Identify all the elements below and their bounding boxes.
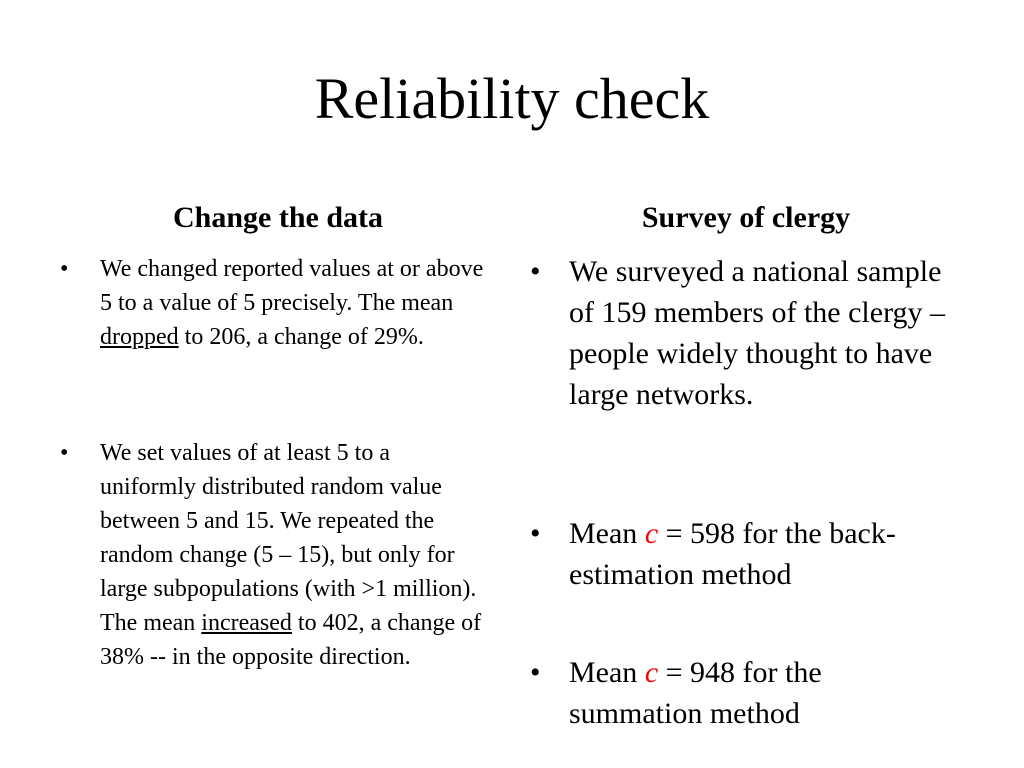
bullet-marker: • — [530, 517, 541, 550]
text-segment: to 402, a change of 38% -- in the opposite direction. — [100, 610, 482, 670]
text-segment: Mean — [569, 517, 645, 550]
underlined-word: dropped — [100, 324, 179, 350]
bullet-text — [100, 252, 490, 354]
bullet-marker: • — [530, 255, 541, 288]
right-bullet-2 — [530, 513, 950, 595]
variable-c: c — [644, 656, 659, 689]
variable-c: c — [644, 517, 659, 550]
bullet-text — [569, 652, 950, 734]
right-bullet-1 — [530, 251, 950, 415]
right-bullet-3 — [530, 652, 950, 734]
text-segment: Mean — [569, 656, 645, 689]
left-bullet-1 — [60, 252, 490, 354]
slide-title: Reliability check — [314, 66, 710, 131]
bullet-marker: • — [60, 440, 69, 466]
underlined-word: increased — [201, 610, 292, 636]
bullet-marker: • — [530, 656, 541, 689]
bullet-marker: • — [60, 256, 69, 282]
text-segment: = 598 for the back-estimation method — [569, 517, 896, 591]
right-column-heading: Survey of clergy — [641, 201, 851, 234]
left-column-heading: Change the data — [172, 201, 383, 234]
left-bullet-2 — [60, 436, 490, 674]
bullet-text: We surveyed a national sample of 159 members of the clergy – people widely thought to have large networks. — [569, 255, 946, 411]
text-segment: = 948 for the summation method — [569, 656, 822, 730]
text-segment: We set values of at least 5 to a uniformly distributed random value between 5 and 15. We repeated the random change (5 – 15), but only for large subpopulations (with >1 million). The mean — [100, 440, 477, 636]
bullet-text — [569, 513, 950, 595]
bullet-text — [100, 436, 490, 674]
text-segment: to 206, a change of 29%. — [178, 324, 424, 350]
text-segment: We changed reported values at or above 5 to a value of 5 precisely. The mean — [100, 256, 484, 316]
